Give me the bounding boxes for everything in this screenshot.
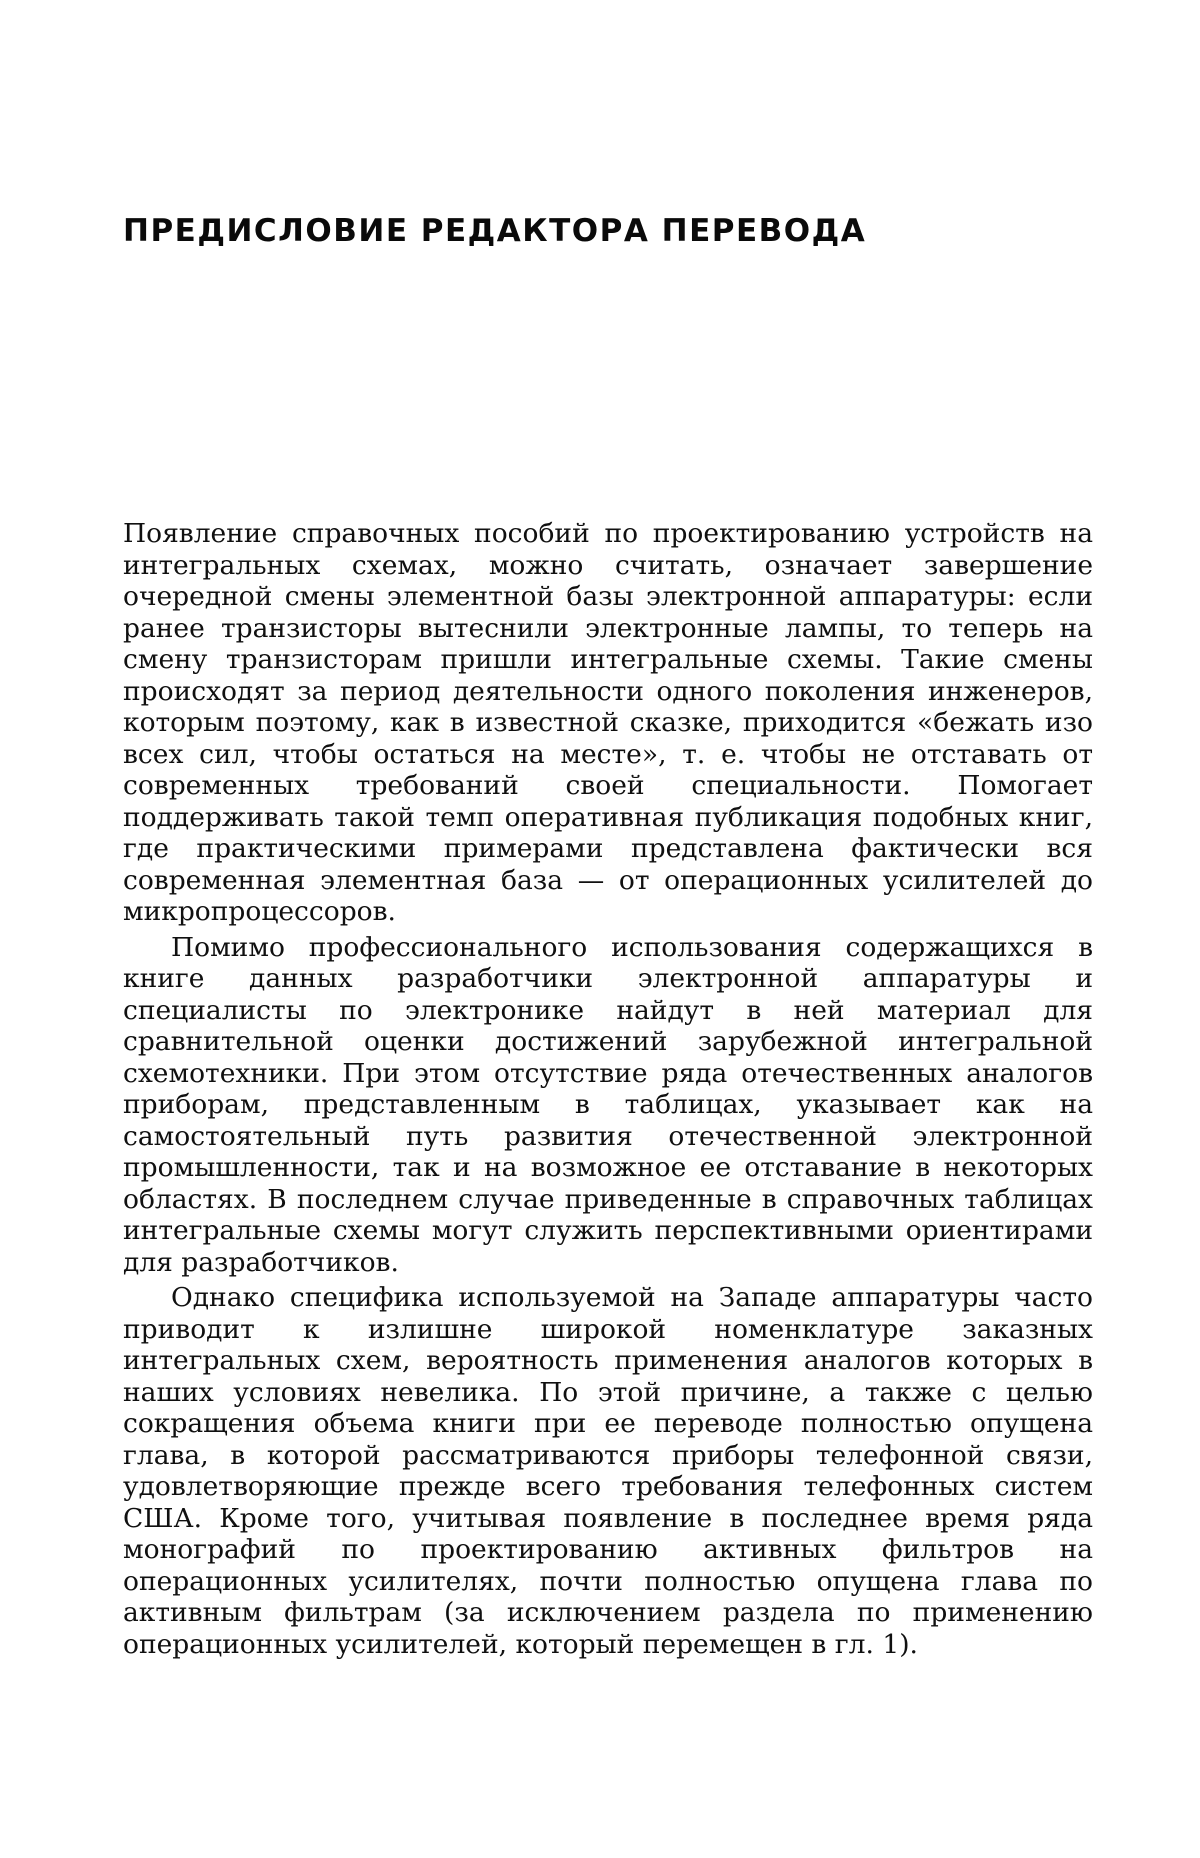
paragraph-2: Помимо профессионального использования содержащихся в книге данных разработчики электронной аппаратуры и специалисты по электронике найдут в ней материал для сравнительной оценки достижений зарубежной интегральной схемотехники. При этом отсутствие ряда отечественных аналогов приборам, представленным в таблицах, указывает как на самостоятельный путь развития отечественной электронной промышленности, так и на возможное ее отставание в некоторых областях. В последнем случае приведенные в справочных таблицах интегральные схемы могут служить перспективными ориентирами для разработчиков. — [123, 932, 1093, 1279]
book-page — [0, 0, 1200, 1858]
body-text — [123, 518, 1093, 1660]
paragraph-3: Однако специфика используемой на Западе аппаратуры часто приводит к излишне широкой номенклатуре заказных интегральных схем, вероятность применения аналогов которых в наших условиях невелика. По этой причине, а также с целью сокращения объема книги при ее переводе полностью опущена глава, в которой рассматриваются приборы телефонной связи, удовлетворяющие прежде всего требования телефонных систем США. Кроме того, учитывая появление в последнее время ряда монографий по проектированию активных фильтров на операционных усилителях, почти полностью опущена глава по активным фильтрам (за исключением раздела по применению операционных усилителей, который перемещен в гл. 1). — [123, 1282, 1093, 1660]
paragraph-1: Появление справочных пособий по проектированию устройств на интегральных схемах, можно считать, означает завершение очередной смены элементной базы электронной аппаратуры: если ранее транзисторы вытеснили электронные лампы, то теперь на смену транзисторам пришли интегральные схемы. Такие смены происходят за период деятельности одного поколения инженеров, которым поэтому, как в известной сказке, приходится «бежать изо всех сил, чтобы остаться на месте», т. е. чтобы не отставать от современных требований своей специальности. Помогает поддерживать такой темп оперативная публикация подобных книг, где практическими примерами представлена фактически вся современная элементная база — от операционных усилителей до микропроцессоров. — [123, 518, 1093, 928]
page-title: ПРЕДИСЛОВИЕ РЕДАКТОРА ПЕРЕВОДА — [123, 211, 883, 251]
